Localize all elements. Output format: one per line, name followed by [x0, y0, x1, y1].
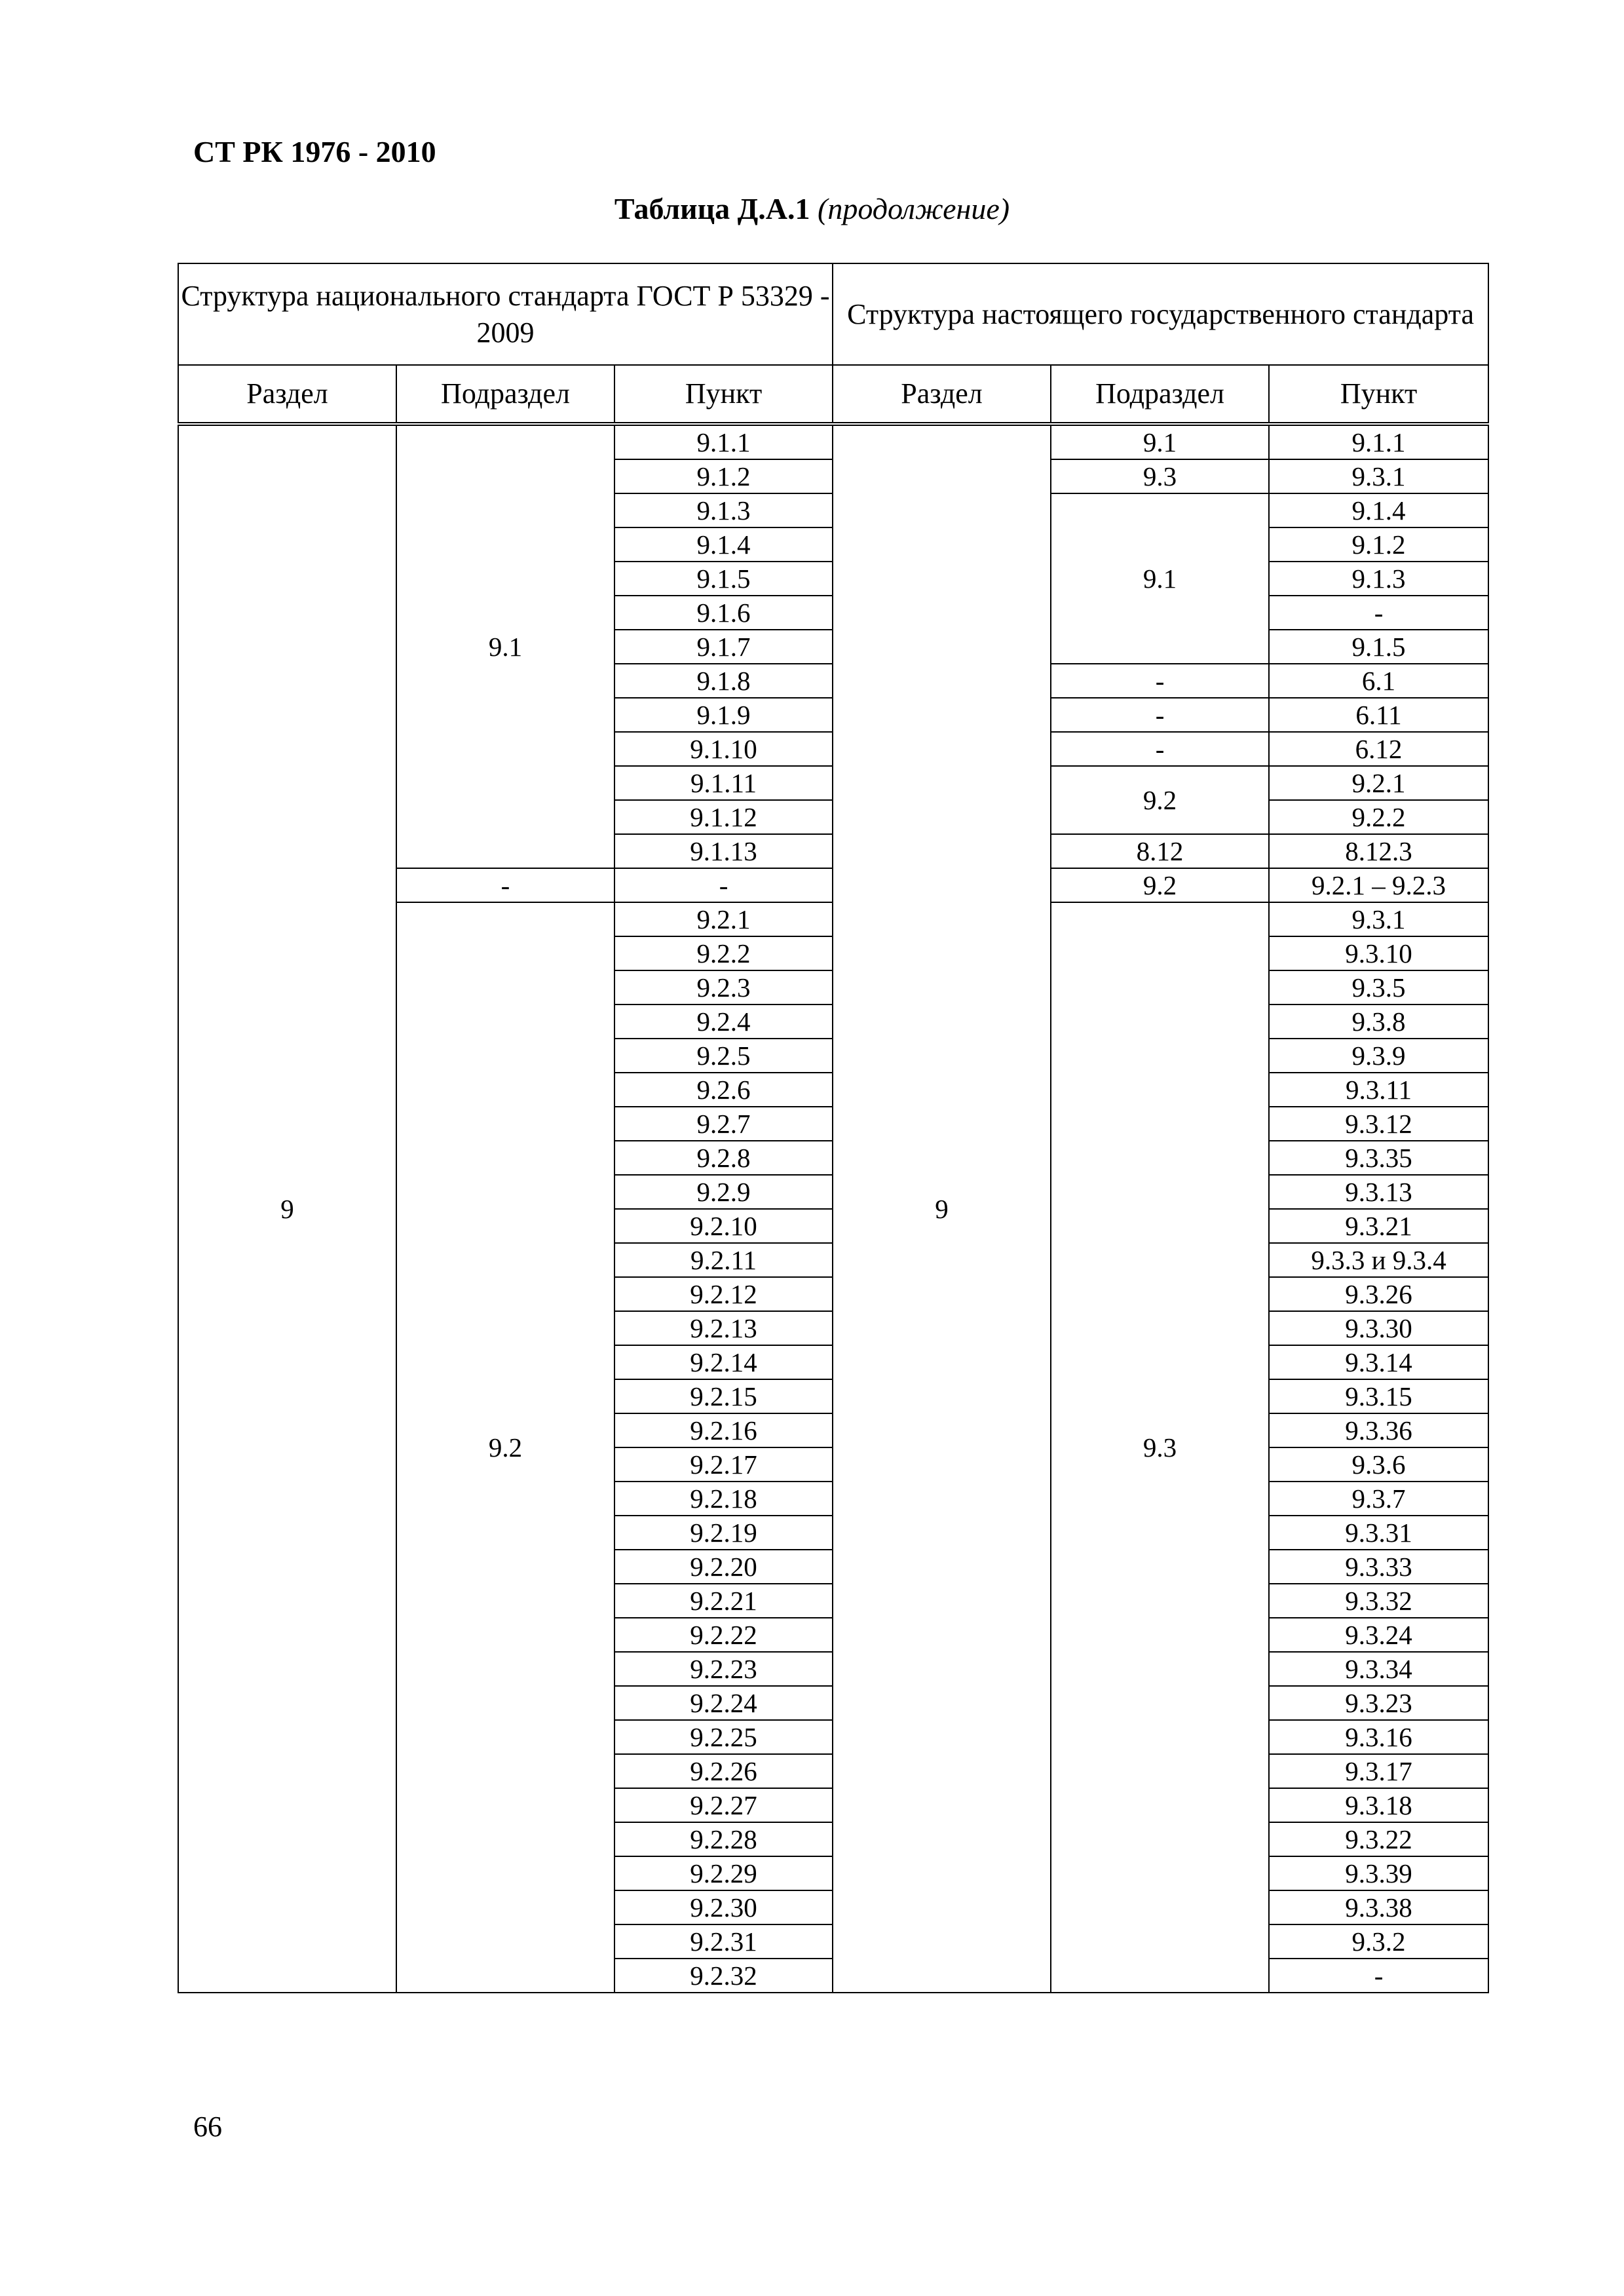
right-punkt-cell: 9.3.3 и 9.3.4 — [1269, 1243, 1488, 1277]
left-punkt-cell: 9.2.17 — [614, 1447, 833, 1482]
right-podrazdel-cell: 9.2 — [1051, 766, 1269, 834]
left-punkt-cell: 9.2.15 — [614, 1379, 833, 1413]
table-row — [178, 424, 1488, 459]
right-podrazdel-cell: 9.1 — [1051, 424, 1269, 459]
right-punkt-cell: 9.3.33 — [1269, 1550, 1488, 1584]
right-punkt-cell: 9.2.2 — [1269, 800, 1488, 834]
document-code: СТ РК 1976 - 2010 — [193, 135, 436, 168]
left-punkt-cell: 9.1.11 — [614, 766, 833, 800]
left-punkt-cell: 9.2.28 — [614, 1822, 833, 1856]
right-punkt-cell: 9.3.36 — [1269, 1413, 1488, 1447]
right-podrazdel-cell: - — [1051, 732, 1269, 766]
right-punkt-cell: 9.3.13 — [1269, 1175, 1488, 1209]
table-caption — [0, 191, 1624, 226]
left-punkt-cell: 9.2.19 — [614, 1516, 833, 1550]
left-punkt-cell: 9.2.5 — [614, 1039, 833, 1073]
left-punkt-cell: 9.2.32 — [614, 1959, 833, 1993]
left-punkt-cell: 9.1.2 — [614, 459, 833, 493]
left-punkt-cell: 9.2.23 — [614, 1652, 833, 1686]
left-punkt-cell: 9.2.29 — [614, 1856, 833, 1890]
left-punkt-cell: 9.2.4 — [614, 1004, 833, 1039]
table-caption-title: Таблица Д.А.1 — [614, 192, 810, 225]
right-punkt-cell: 6.1 — [1269, 664, 1488, 698]
left-punkt-cell: 9.2.14 — [614, 1345, 833, 1379]
right-podrazdel-cell: 9.3 — [1051, 902, 1269, 1993]
left-punkt-cell: 9.2.7 — [614, 1107, 833, 1141]
left-punkt-cell: 9.2.25 — [614, 1720, 833, 1754]
left-punkt-cell: 9.2.30 — [614, 1890, 833, 1924]
right-punkt-cell: 9.3.10 — [1269, 936, 1488, 970]
left-podrazdel-cell: - — [396, 868, 614, 902]
right-punkt-cell: 9.3.21 — [1269, 1209, 1488, 1243]
left-punkt-cell: 9.1.13 — [614, 834, 833, 868]
right-punkt-cell: 9.3.16 — [1269, 1720, 1488, 1754]
right-punkt-cell: 9.1.2 — [1269, 527, 1488, 562]
right-punkt-cell: 9.3.31 — [1269, 1516, 1488, 1550]
left-punkt-cell: 9.2.16 — [614, 1413, 833, 1447]
page-number: 66 — [193, 2111, 222, 2143]
subheader-right-punkt: Пункт — [1269, 365, 1488, 424]
left-punkt-cell: 9.2.11 — [614, 1243, 833, 1277]
right-punkt-cell: 9.3.32 — [1269, 1584, 1488, 1618]
right-punkt-cell: 9.3.17 — [1269, 1754, 1488, 1788]
left-punkt-cell: 9.2.26 — [614, 1754, 833, 1788]
right-punkt-cell: 9.3.34 — [1269, 1652, 1488, 1686]
right-punkt-cell: 9.3.26 — [1269, 1277, 1488, 1311]
right-punkt-cell: 9.3.5 — [1269, 970, 1488, 1004]
right-podrazdel-cell: 9.1 — [1051, 493, 1269, 664]
right-razdel-cell: 9 — [833, 424, 1051, 1993]
right-punkt-cell: 9.1.1 — [1269, 424, 1488, 459]
subheader-right-podrazdel: Подраздел — [1051, 365, 1269, 424]
subheader-left-podrazdel: Подраздел — [396, 365, 614, 424]
right-punkt-cell: 9.3.9 — [1269, 1039, 1488, 1073]
left-podrazdel-cell: 9.2 — [396, 902, 614, 1993]
left-punkt-cell: 9.1.6 — [614, 596, 833, 630]
right-punkt-cell: 9.3.35 — [1269, 1141, 1488, 1175]
right-punkt-cell: 9.3.6 — [1269, 1447, 1488, 1482]
subheader-left-razdel: Раздел — [178, 365, 396, 424]
right-punkt-cell: 9.3.7 — [1269, 1482, 1488, 1516]
left-punkt-cell: 9.2.24 — [614, 1686, 833, 1720]
left-punkt-cell: 9.2.9 — [614, 1175, 833, 1209]
right-podrazdel-cell: 8.12 — [1051, 834, 1269, 868]
right-punkt-cell: 8.12.3 — [1269, 834, 1488, 868]
table-caption-continuation: (продолжение) — [818, 192, 1010, 225]
right-punkt-cell: 9.2.1 – 9.2.3 — [1269, 868, 1488, 902]
table-header-row — [178, 263, 1488, 365]
left-punkt-cell: 9.2.31 — [614, 1924, 833, 1959]
left-punkt-cell: 9.2.18 — [614, 1482, 833, 1516]
left-punkt-cell: 9.2.1 — [614, 902, 833, 936]
subheader-right-razdel: Раздел — [833, 365, 1051, 424]
left-punkt-cell: 9.2.10 — [614, 1209, 833, 1243]
right-podrazdel-cell: - — [1051, 698, 1269, 732]
right-punkt-cell: - — [1269, 1959, 1488, 1993]
left-punkt-cell: - — [614, 868, 833, 902]
column-subheader-row — [178, 365, 1488, 424]
right-punkt-cell: 9.3.18 — [1269, 1788, 1488, 1822]
right-punkt-cell: 6.12 — [1269, 732, 1488, 766]
right-punkt-cell: 9.3.23 — [1269, 1686, 1488, 1720]
left-punkt-cell: 9.1.8 — [614, 664, 833, 698]
left-punkt-cell: 9.2.3 — [614, 970, 833, 1004]
left-punkt-cell: 9.2.20 — [614, 1550, 833, 1584]
right-punkt-cell: 9.1.4 — [1269, 493, 1488, 527]
right-punkt-cell: 9.3.12 — [1269, 1107, 1488, 1141]
right-punkt-cell: 6.11 — [1269, 698, 1488, 732]
right-punkt-cell: 9.3.22 — [1269, 1822, 1488, 1856]
right-punkt-cell: 9.3.30 — [1269, 1311, 1488, 1345]
left-punkt-cell: 9.1.4 — [614, 527, 833, 562]
right-punkt-cell: 9.2.1 — [1269, 766, 1488, 800]
right-podrazdel-cell: 9.3 — [1051, 459, 1269, 493]
left-punkt-cell: 9.2.12 — [614, 1277, 833, 1311]
subheader-left-punkt: Пункт — [614, 365, 833, 424]
left-punkt-cell: 9.2.2 — [614, 936, 833, 970]
right-punkt-cell: - — [1269, 596, 1488, 630]
right-podrazdel-cell: - — [1051, 664, 1269, 698]
left-punkt-cell: 9.2.22 — [614, 1618, 833, 1652]
right-punkt-cell: 9.3.2 — [1269, 1924, 1488, 1959]
left-punkt-cell: 9.1.5 — [614, 562, 833, 596]
right-punkt-cell: 9.3.24 — [1269, 1618, 1488, 1652]
left-razdel-cell: 9 — [178, 424, 396, 1993]
left-punkt-cell: 9.1.9 — [614, 698, 833, 732]
left-punkt-cell: 9.1.12 — [614, 800, 833, 834]
left-punkt-cell: 9.2.27 — [614, 1788, 833, 1822]
right-punkt-cell: 9.1.3 — [1269, 562, 1488, 596]
left-punkt-cell: 9.1.3 — [614, 493, 833, 527]
correspondence-table — [178, 263, 1489, 1993]
right-structure-title: Структура настоящего государственного стандарта — [833, 263, 1488, 365]
right-punkt-cell: 9.1.5 — [1269, 630, 1488, 664]
left-punkt-cell: 9.2.13 — [614, 1311, 833, 1345]
right-punkt-cell: 9.3.14 — [1269, 1345, 1488, 1379]
right-punkt-cell: 9.3.11 — [1269, 1073, 1488, 1107]
left-punkt-cell: 9.1.10 — [614, 732, 833, 766]
left-punkt-cell: 9.1.7 — [614, 630, 833, 664]
left-punkt-cell: 9.1.1 — [614, 424, 833, 459]
left-podrazdel-cell: 9.1 — [396, 424, 614, 868]
right-punkt-cell: 9.3.15 — [1269, 1379, 1488, 1413]
right-punkt-cell: 9.3.39 — [1269, 1856, 1488, 1890]
left-punkt-cell: 9.2.8 — [614, 1141, 833, 1175]
right-punkt-cell: 9.3.8 — [1269, 1004, 1488, 1039]
left-punkt-cell: 9.2.21 — [614, 1584, 833, 1618]
right-punkt-cell: 9.3.1 — [1269, 459, 1488, 493]
right-punkt-cell: 9.3.1 — [1269, 902, 1488, 936]
right-punkt-cell: 9.3.38 — [1269, 1890, 1488, 1924]
left-punkt-cell: 9.2.6 — [614, 1073, 833, 1107]
left-structure-title: Структура национального стандарта ГОСТ Р 53329 - 2009 — [178, 263, 833, 365]
right-podrazdel-cell: 9.2 — [1051, 868, 1269, 902]
